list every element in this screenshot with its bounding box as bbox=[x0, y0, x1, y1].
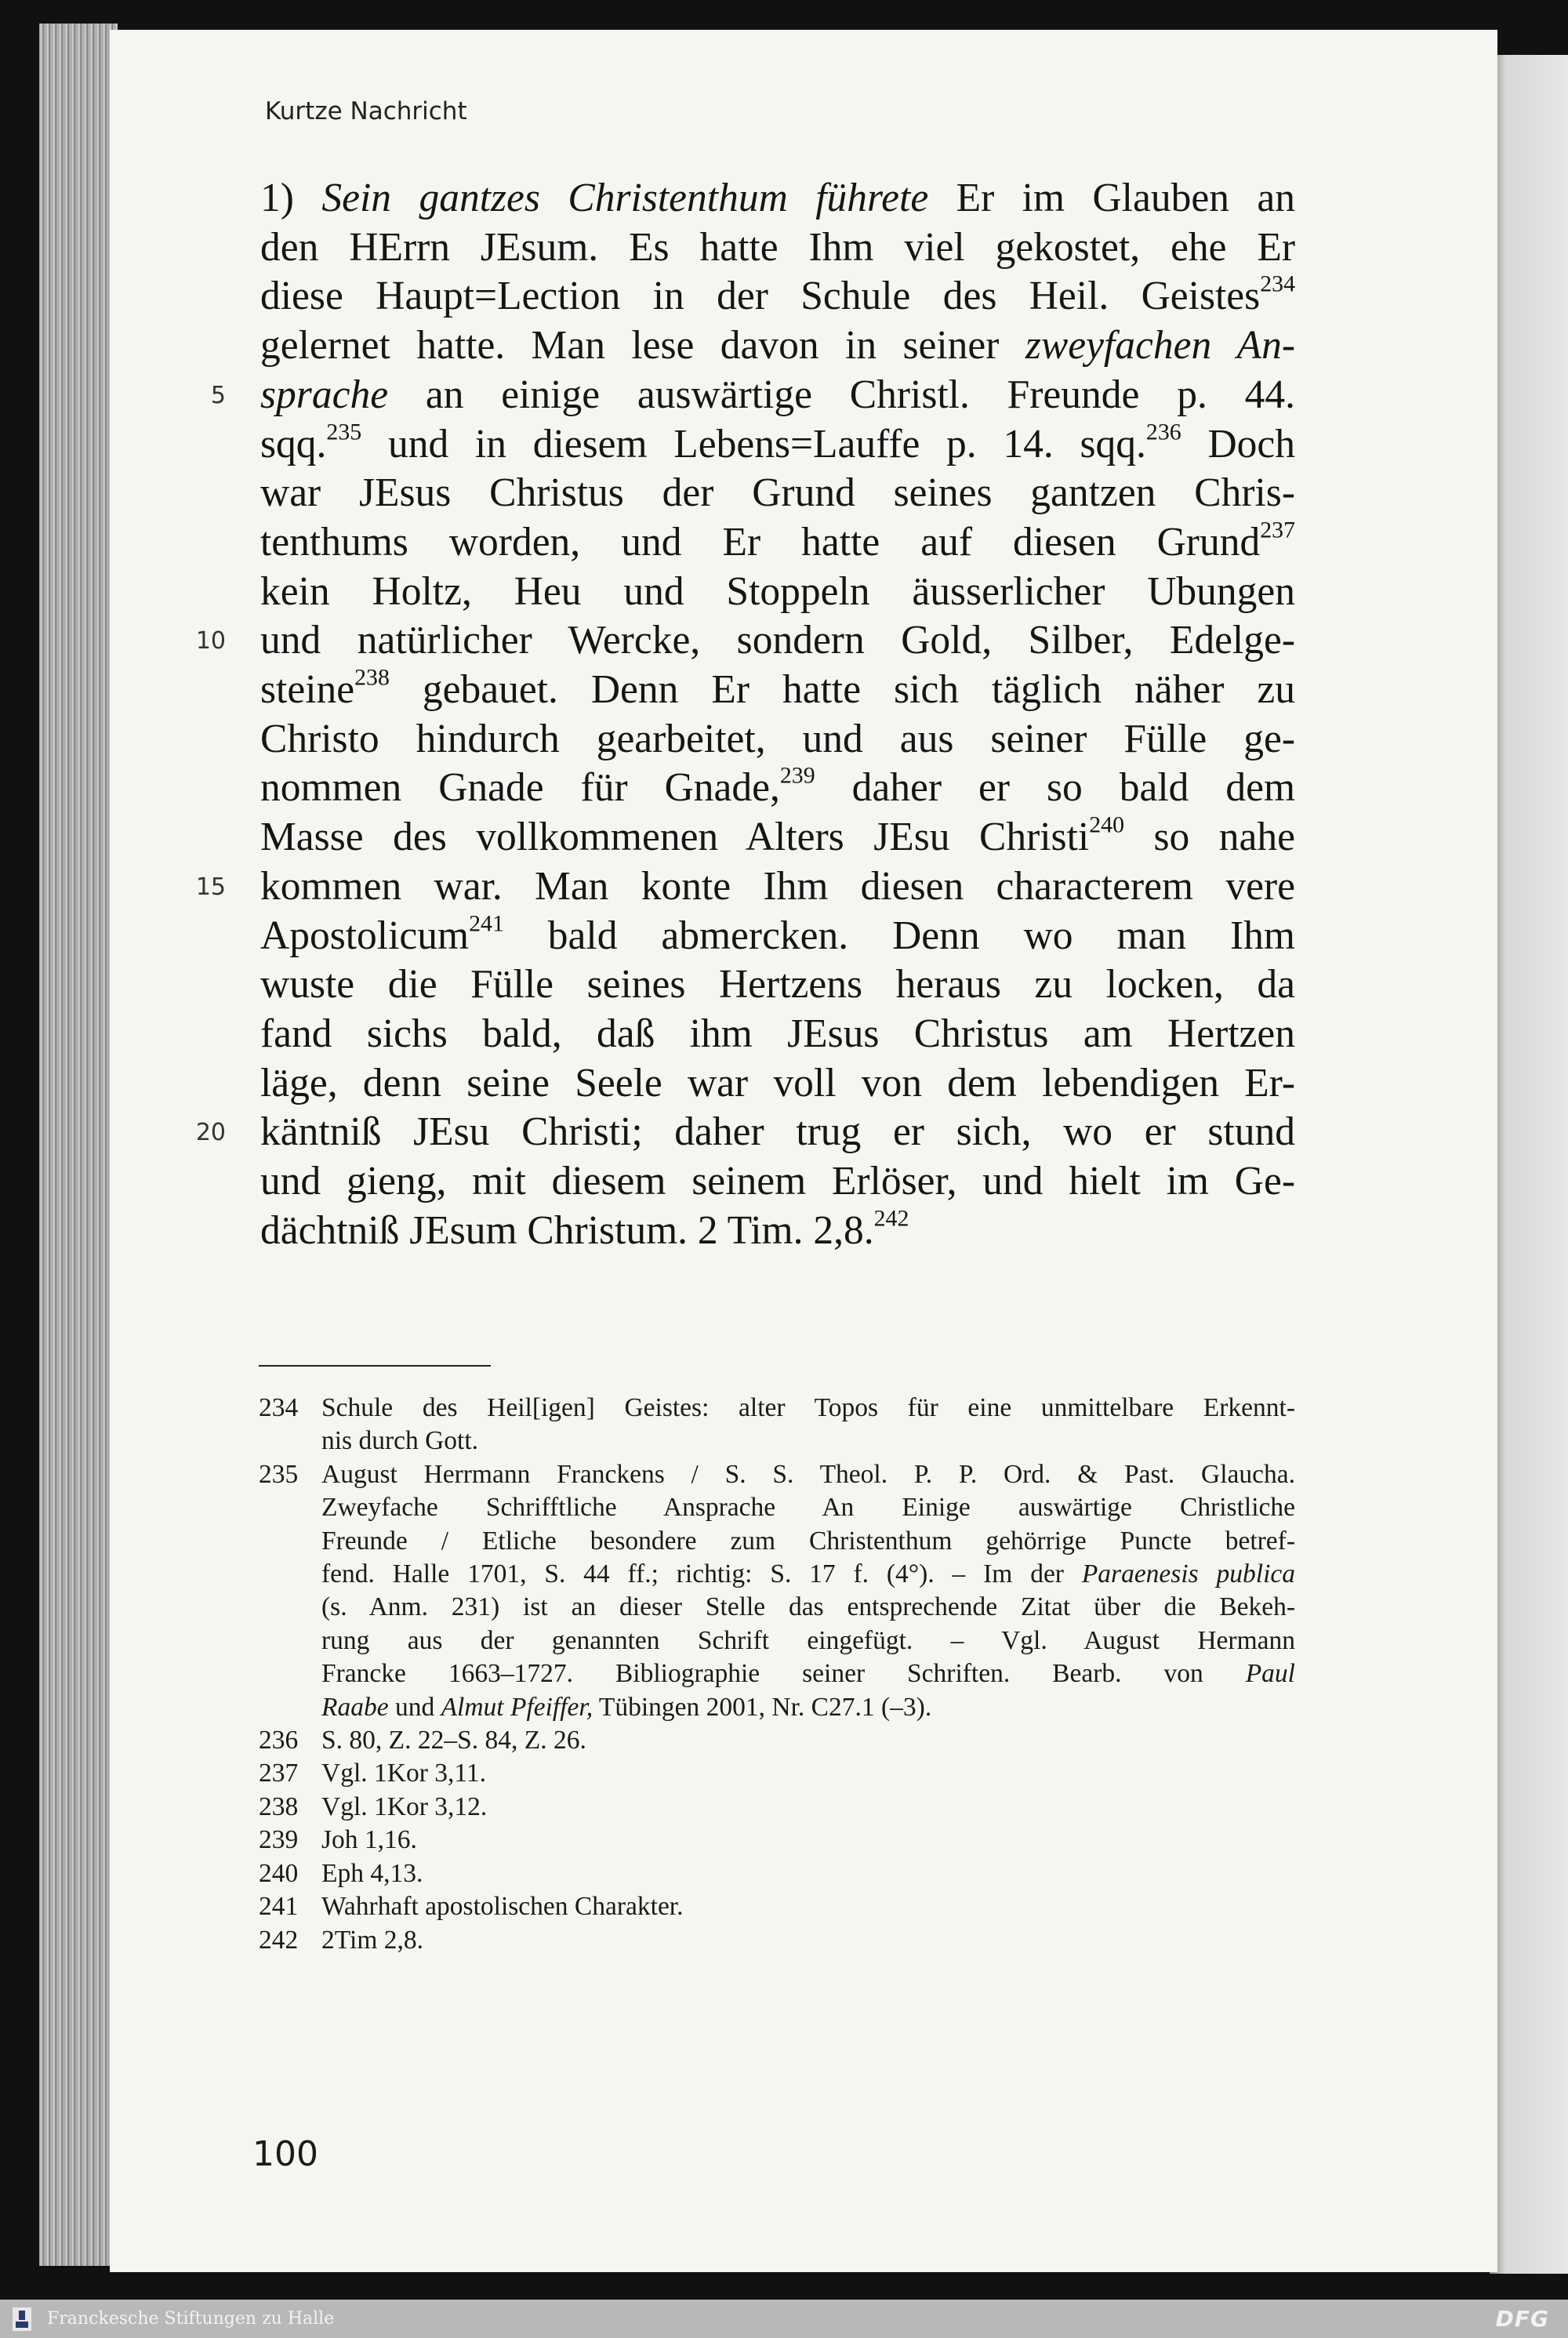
running-head: Kurtze Nachricht bbox=[265, 97, 467, 125]
institution-logo-icon bbox=[11, 2306, 33, 2333]
footnote-line: rung aus der genannten Schrift eingefügt. – Vgl. August Hermann bbox=[321, 1625, 1295, 1655]
footnote-number: 236 bbox=[259, 1726, 299, 1755]
footnote-239 bbox=[259, 1824, 1295, 1857]
line-number-15: 15 bbox=[195, 873, 226, 901]
footnote-text bbox=[321, 1824, 1295, 1857]
footnote-line: Francke 1663–1727. Bibliographie seiner Schriften. Bearb. von Paul bbox=[321, 1659, 1295, 1689]
footnote-line: Vgl. 1Kor 3,11. bbox=[321, 1759, 486, 1788]
text-line: und natürlicher Wercke, sondern Gold, Silber, Edelge- bbox=[260, 618, 1295, 663]
text-line: gelernet hatte. Man lese davon in seiner zweyfachen An- bbox=[260, 323, 1296, 368]
footnote-ref: 240 bbox=[1089, 811, 1124, 838]
footnote-line: August Herrmann Franckens / S. S. Theol. P. P. Ord. & Past. Glaucha. bbox=[321, 1459, 1295, 1489]
credit-text: Franckesche Stiftungen zu Halle bbox=[47, 2309, 335, 2329]
footnote-236 bbox=[259, 1724, 1295, 1757]
footnote-number: 241 bbox=[259, 1892, 299, 1922]
text-line: sqq.$^{235}$ und in diesem Lebens=Lauffe p. 14. sqq.$^{236}$ Doch bbox=[260, 419, 1295, 467]
footnote-line: Eph 4,13. bbox=[321, 1858, 423, 1888]
text-line: Christo hindurch gearbeitet, und aus seiner Fülle ge- bbox=[260, 716, 1295, 761]
footnote-line: nis durch Gott. bbox=[321, 1426, 479, 1456]
text-line: läge, denn seine Seele war voll von dem lebendigen Er- bbox=[260, 1060, 1295, 1105]
text-line: kommen war. Man konte Ihm diesen characterem vere bbox=[260, 863, 1295, 909]
main-text bbox=[260, 174, 1295, 1255]
footnote-line: 2Tim 2,8. bbox=[321, 1925, 424, 1955]
footnote-238 bbox=[259, 1791, 1295, 1824]
footnote-ref: 239 bbox=[779, 763, 815, 790]
footnote-ref: 235 bbox=[326, 419, 362, 445]
page-number: 100 bbox=[252, 2134, 318, 2174]
footnote-ref: 242 bbox=[873, 1205, 909, 1232]
footnote-line: Freunde / Etliche besondere zum Christenthum gehörrige Puncte betref- bbox=[321, 1526, 1295, 1556]
footnote-242 bbox=[259, 1924, 1295, 1957]
line-number-20: 20 bbox=[195, 1119, 226, 1146]
footnote-ref: 238 bbox=[354, 664, 390, 691]
text-line: und gieng, mit diesem seinem Erlöser, und hielt im Ge- bbox=[260, 1159, 1295, 1204]
text-line: Masse des vollkommenen Alters JEsu Christi$^{240}$ so nahe bbox=[260, 811, 1295, 860]
text-line: diese Haupt=Lection in der Schule des Heil. Geistes$^{234}$ bbox=[260, 271, 1295, 319]
footnote-237 bbox=[259, 1757, 1295, 1790]
footnote-line: Schule des Heil[igen] Geistes: alter Topos für eine unmittelbare Erkennt- bbox=[321, 1393, 1295, 1422]
italic-text: Raabe bbox=[321, 1692, 389, 1722]
footnote-line: Joh 1,16. bbox=[321, 1825, 417, 1855]
footnote-text bbox=[321, 1791, 1295, 1824]
text-line: käntniß JEsu Christi; daher trug er sich, wo er stund bbox=[260, 1109, 1295, 1155]
footnote-text bbox=[321, 1724, 1295, 1757]
text-line: war JEsus Christus der Grund seines gantzen Chris- bbox=[260, 470, 1295, 516]
footnotes bbox=[259, 1392, 1295, 1957]
footnote-240 bbox=[259, 1857, 1295, 1890]
italic-text: Sein gantzes Christenthum führete bbox=[321, 176, 929, 220]
footnote-line: Wahrhaft apostolischen Charakter. bbox=[321, 1892, 684, 1922]
footnote-ref: 236 bbox=[1145, 419, 1181, 445]
italic-text: Paul bbox=[1245, 1659, 1295, 1689]
footnote-line: Zweyfache Schrifftliche Ansprache An Einige auswärtige Christliche bbox=[321, 1493, 1295, 1523]
text-line: sprache an einige auswärtige Christl. Freunde p. 44. bbox=[260, 372, 1295, 417]
footnote-line: (s. Anm. 231) ist an dieser Stelle das entsprechende Zitat über die Bekeh- bbox=[321, 1592, 1295, 1622]
text-line: steine$^{238}$ gebauet. Denn Er hatte sich täglich näher zu bbox=[260, 664, 1295, 713]
text-line: nommen Gnade für Gnade,$^{239}$ daher er so bald dem bbox=[260, 763, 1296, 811]
footnote-text bbox=[321, 1392, 1295, 1458]
credit-bar bbox=[0, 2300, 1568, 2338]
italic-text: sprache bbox=[260, 372, 389, 417]
text-line: kein Holtz, Heu und Stoppeln äusserlicher Ubungen bbox=[260, 568, 1295, 614]
footnote-number: 234 bbox=[259, 1393, 299, 1422]
text-line: tenthums worden, und Er hatte auf diesen Grund$^{237}$ bbox=[260, 517, 1295, 565]
text-line: Apostolicum$^{241}$ bald abmercken. Denn wo man Ihm bbox=[260, 910, 1295, 958]
footnote-number: 240 bbox=[259, 1858, 299, 1888]
footnote-text bbox=[321, 1924, 1295, 1957]
italic-text: zweyfachen An- bbox=[1025, 323, 1296, 368]
dfg-badge: DFG bbox=[1495, 2306, 1549, 2332]
footnote-241 bbox=[259, 1890, 1295, 1923]
footnote-234 bbox=[259, 1392, 1295, 1458]
footnote-text bbox=[321, 1757, 1295, 1790]
footnote-ref: 237 bbox=[1260, 517, 1295, 543]
text-line: fand sichs bald, daß ihm JEsus Christus am Hertzen bbox=[260, 1011, 1295, 1056]
footnote-line: S. 80, Z. 22–S. 84, Z. 26. bbox=[321, 1726, 586, 1755]
footnote-number: 242 bbox=[259, 1925, 299, 1955]
footnote-number: 239 bbox=[259, 1825, 299, 1855]
text-line: wuste die Fülle seines Hertzens heraus zu locken, da bbox=[260, 962, 1295, 1007]
footnote-number: 238 bbox=[259, 1792, 299, 1821]
footnote-rule bbox=[259, 1365, 491, 1367]
footnote-text bbox=[321, 1458, 1295, 1724]
footnote-235 bbox=[259, 1458, 1295, 1724]
footnote-number: 237 bbox=[259, 1759, 299, 1788]
footnote-ref: 241 bbox=[469, 910, 504, 937]
page-edge bbox=[39, 24, 118, 2266]
italic-text: Almut Pfeiffer, bbox=[441, 1692, 593, 1722]
footnote-number: 235 bbox=[259, 1459, 299, 1489]
text-line: den HErrn JEsum. Es hatte Ihm viel gekostet, ehe Er bbox=[260, 224, 1295, 270]
text-line: dächtniß JEsum Christum. 2 Tim. 2,8.$^{242}$ bbox=[260, 1205, 909, 1253]
footnote-text bbox=[321, 1857, 1295, 1890]
footnote-line: Vgl. 1Kor 3,12. bbox=[321, 1792, 488, 1821]
footnote-line: Raabe und Almut Pfeiffer, Tübingen 2001, Nr. C27.1 (–3). bbox=[321, 1692, 932, 1722]
line-number-5: 5 bbox=[210, 382, 226, 409]
facing-page-edge bbox=[1490, 55, 1568, 2274]
footnote-text bbox=[321, 1890, 1295, 1923]
footnote-line: fend. Halle 1701, S. 44 ff.; richtig: S. 17 f. (4°). – Im der Paraenesis publica bbox=[321, 1559, 1296, 1589]
line-number-10: 10 bbox=[195, 627, 226, 655]
italic-text: Paraenesis publica bbox=[1081, 1559, 1296, 1589]
footnote-ref: 234 bbox=[1260, 271, 1295, 298]
text-line: 1) Sein gantzes Christenthum führete Er im Glauben an bbox=[260, 176, 1295, 220]
